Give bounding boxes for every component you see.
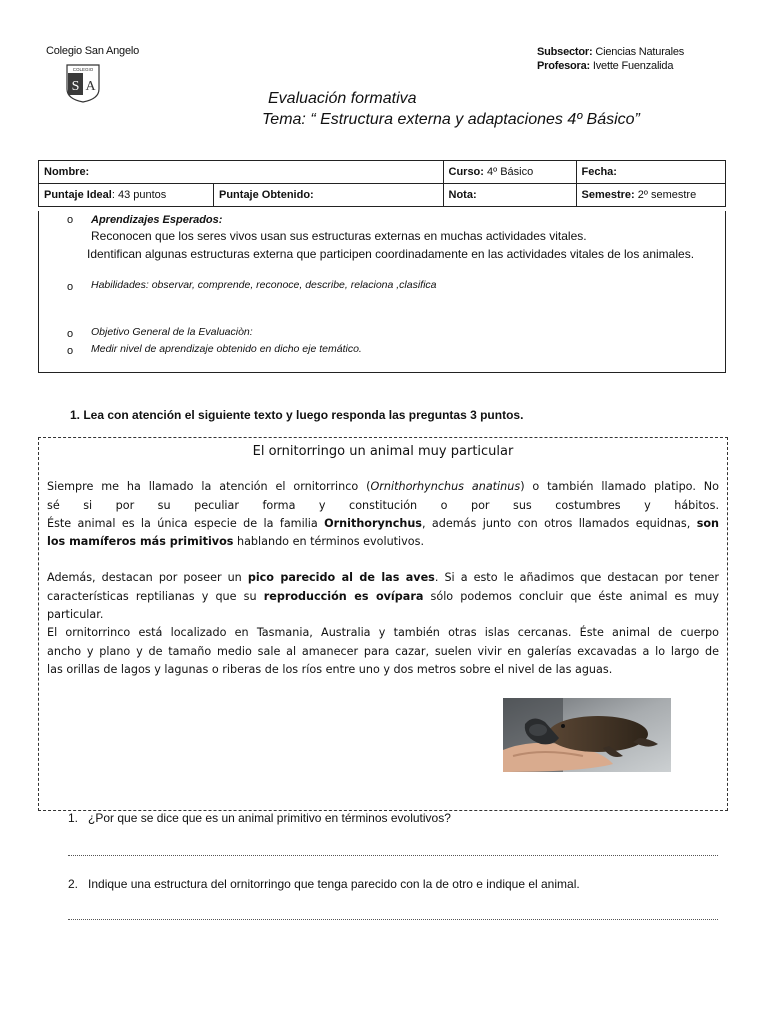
text-span: sólo podemos concluir que éste animal es muy [423, 590, 720, 603]
bullet: o [67, 214, 74, 226]
logo-small-text: COLEGIO [72, 67, 94, 72]
reading-box [38, 437, 728, 811]
reading-p1-line2: sé si por su peculiar forma y constitución o por sus costumbres y hábitos. [47, 499, 719, 512]
profesora-label: Profesora: [537, 60, 591, 72]
text-span: características reptilianas y que su [47, 590, 264, 603]
page-subtitle: Tema: “ Estructura externa y adaptaciones 4º Básico” [262, 111, 640, 128]
reading-p1-line4 [47, 535, 424, 548]
scientific-name: Ornithorhynchus anatinus [370, 480, 521, 493]
fecha-label: Fecha: [581, 166, 617, 178]
puntaje-ideal-label: Puntaje Ideal [44, 189, 112, 201]
logo-letter-s: S [71, 79, 80, 94]
reading-title: El ornitorringo un animal muy particular [252, 444, 514, 459]
bold-text: pico parecido al de las aves [247, 571, 435, 584]
habilidades-text: Habilidades: observar, comprende, reconoce, describe, relaciona ,clasifica [91, 279, 437, 291]
puntaje-ideal-value: : 43 puntos [111, 189, 167, 201]
bullet: o [67, 281, 74, 293]
question-2 [68, 877, 580, 891]
school-logo [64, 63, 102, 103]
semestre-value: 2º semestre [637, 189, 697, 201]
question-1 [68, 811, 451, 825]
reading-p2-line2 [47, 590, 719, 603]
semestre-label: Semestre: [581, 189, 635, 201]
nota-label: Nota: [448, 189, 477, 201]
bullet: o [67, 328, 74, 340]
question-number: 1. [68, 811, 79, 825]
bold-text: reproducción es ovípara [263, 590, 424, 603]
curso-value: 4º Básico [487, 166, 534, 178]
objetivo-text: Objetivo General de la Evaluaciòn: [91, 326, 253, 338]
instruction-text: 1. Lea con atención el siguiente texto y luego responda las preguntas 3 puntos. [70, 408, 524, 422]
text-span: Siempre me ha llamado la atención el ornitorrinco ( [47, 480, 371, 493]
text-span: Además, destacan por poseer un [47, 571, 248, 584]
profesora-value: Ivette Fuenzalida [592, 60, 674, 72]
objectives-box [38, 211, 726, 373]
subsector-value: Ciencias Naturales [595, 46, 685, 58]
answer-line-2[interactable] [68, 919, 718, 920]
bold-text: son [696, 517, 720, 530]
answer-line-1[interactable] [68, 855, 718, 856]
reading-p2-line1 [47, 571, 719, 584]
reading-p3-line1: El ornitorrinco está localizado en Tasmania, Australia y también otras islas cercanas. Éste animal de cuerpo [47, 626, 719, 639]
curso-label: Curso: [448, 166, 484, 178]
reading-p3-line3: las orillas de lagos y lagunas o riberas de los ríos entre uno y dos metros sobre el nivel de las aguas. [47, 663, 613, 676]
subsector-block [537, 45, 684, 73]
page-title: Evaluación formativa [268, 90, 417, 107]
reading-p3-line2: ancho y plano y de tamaño medio sale al amanecer para cazar, suelen vivir en galerías excavadas a lo largo de [47, 645, 719, 658]
bold-text: Ornithorynchus [324, 517, 422, 530]
bold-text: los mamíferos más primitivos [47, 535, 234, 548]
puntaje-obtenido-label: Puntaje Obtenido: [219, 189, 314, 201]
student-info-table [38, 160, 726, 207]
text-span: Éste animal es la única especie de la familia [47, 517, 325, 530]
bullet: o [67, 345, 74, 357]
school-name: Colegio San Angelo [46, 45, 140, 57]
aprendizaje-line-2: Identifican algunas estructuras externa que participen coordinadamente en las actividades vitales de los animales. [87, 247, 695, 261]
question-text: ¿Por que se dice que es un animal primitivo en términos evolutivos? [88, 811, 451, 825]
text-span: ) o también llamado platipo. No [520, 480, 719, 493]
subsector-label: Subsector: [537, 46, 593, 58]
reading-p2-line3: particular. [47, 608, 104, 621]
question-number: 2. [68, 877, 79, 891]
nombre-label: Nombre: [44, 166, 90, 178]
aprendizaje-line-1: Reconocen que los seres vivos usan sus estructuras externas en muchas actividades vitales. [91, 229, 587, 243]
aprendizajes-title: Aprendizajes Esperados: [91, 214, 223, 226]
logo-letter-a: A [85, 79, 96, 94]
text-span: , además junto con otros llamados equidnas, [421, 517, 697, 530]
medir-text: Medir nivel de aprendizaje obtenido en dicho eje temático. [91, 343, 362, 355]
question-text: Indique una estructura del ornitorringo que tenga parecido con la de otro e indique el animal. [88, 877, 580, 891]
text-span: . Si a esto le añadimos que destacan por tener [434, 571, 719, 584]
platypus-photo [503, 698, 671, 772]
text-span: hablando en términos evolutivos. [233, 535, 425, 548]
reading-p1-line3 [47, 517, 719, 530]
reading-p1-line1 [47, 480, 719, 493]
